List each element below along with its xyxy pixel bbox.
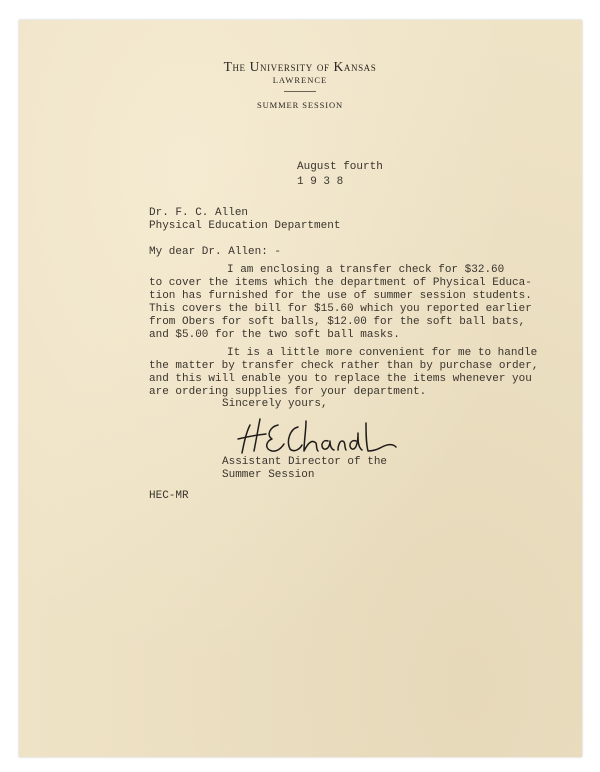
- letterhead-city: LAWRENCE: [272, 75, 328, 85]
- body-line: to cover the items which the department of Physical Educa-: [149, 277, 532, 289]
- body-line: the matter by transfer check rather than by purchase order,: [149, 360, 539, 372]
- salutation: My dear Dr. Allen: -: [149, 246, 282, 258]
- date-year: 1 9 3 8: [297, 176, 344, 188]
- body-line: are ordering supplies for your department.: [149, 386, 427, 398]
- recipient-department: Physical Education Department: [149, 220, 341, 232]
- handwritten-signature: [236, 413, 400, 457]
- letterhead-office: SUMMER SESSION: [256, 100, 344, 110]
- signer-title: Assistant Director of the: [222, 456, 388, 468]
- date-line: August fourth: [297, 161, 383, 173]
- body-line: and this will enable you to replace the items whenever you: [149, 373, 532, 385]
- recipient-name: Dr. F. C. Allen: [149, 207, 249, 219]
- letterhead-university: The University of Kansas: [223, 59, 377, 74]
- body-line: I am enclosing a transfer check for $32.60: [227, 264, 505, 276]
- body-line: and $5.00 for the two soft ball masks.: [149, 329, 400, 341]
- body-line: It is a little more convenient for me to handle: [227, 347, 538, 359]
- reference-initials: HEC-MR: [149, 490, 189, 502]
- body-line: tion has furnished for the use of summer session students.: [149, 290, 532, 302]
- closing: Sincerely yours,: [222, 398, 328, 410]
- letterhead-divider: [284, 91, 316, 92]
- signer-title-line2: Summer Session: [222, 469, 315, 481]
- body-line: This covers the bill for $15.60 which you reported earlier: [149, 303, 532, 315]
- body-line: from Obers for soft balls, $12.00 for the soft ball bats,: [149, 316, 526, 328]
